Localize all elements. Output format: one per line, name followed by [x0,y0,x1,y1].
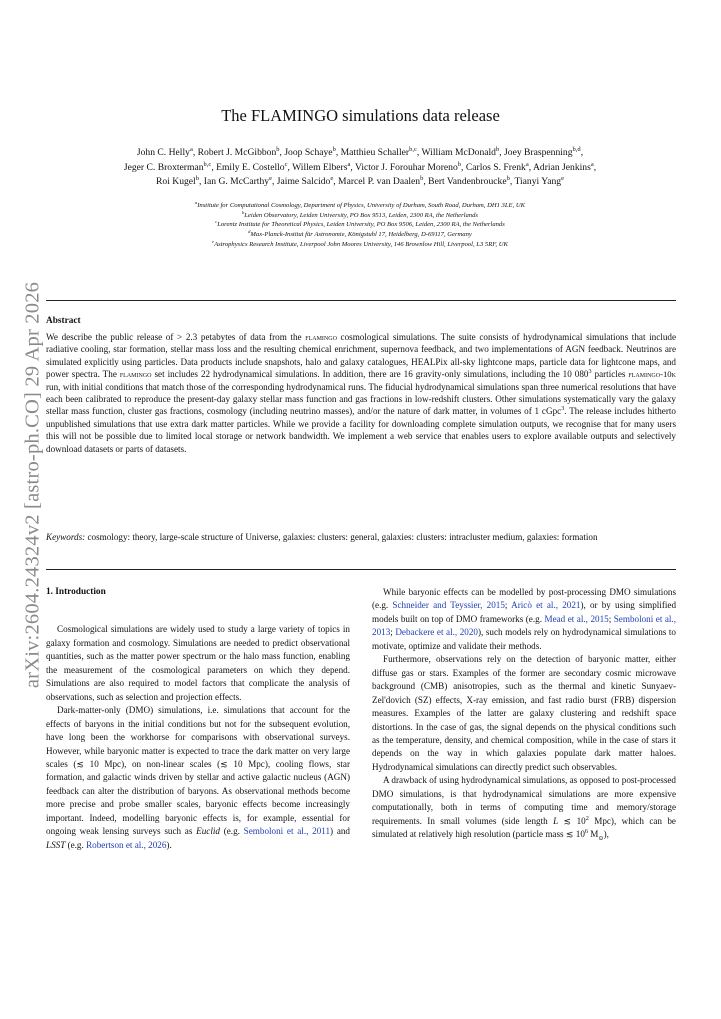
subscript: ⊙ [598,834,604,842]
author-name: Ian G. McCarthy [203,176,270,188]
affiliation-line [60,230,660,240]
affiliation-text: Leiden Observatory, Leiden University, PO Box 9513, Leiden, 2300 RA, the Netherlands [244,211,478,219]
author-name: Marcel P. van Daalen [338,176,421,188]
paragraph-text: (e.g. [219,826,244,837]
author-affiliation-mark: b,d [572,145,581,153]
section-heading: 1. Introduction [46,587,106,597]
divider-bottom [46,569,676,570]
abstract-text: particles [591,369,629,380]
abstract-text: set includes 22 hydrodynamical simulations. In addition, there are 16 gravity-only simulations, including the 10 080 [151,369,589,380]
author-name: Roi Kugel [156,176,196,188]
author-name: Jaime Salcido [276,176,331,188]
author-affiliation-mark: b [276,145,280,153]
arxiv-id: arXiv:2604.24324v2 [astro-ph.CO] 29 Apr 2026 [21,281,44,689]
citation-link[interactable]: Aricò et al., 2021 [511,600,581,611]
paragraph-text: ; [504,600,512,611]
math-symbol: L [553,815,559,826]
arxiv-stamp [18,265,48,705]
author-affiliation-mark: b [332,145,336,153]
flamingo-name: flamingo [119,369,152,380]
abstract-text: cosmological simulations. The suite consists of hydrodynamical simulations that include radiative cooling, star formation, stellar mass loss and the resulting chemical enrichment, supernova feedback, and two implementations of AGN feedback. Neutrinos are simulated explicitly using particles. Data products include snapshots, halo and galaxy catalogues, HEALPix all-sky lightcone maps, particle data for lightcone maps, and power spectra. The [46,332,676,380]
paragraph [372,774,676,845]
author-name: Tianyi Yang [514,176,562,188]
abstract-heading: Abstract [46,316,81,326]
paragraph-text: ≲ 10 [558,815,586,826]
author-name: John C. Helly [136,147,190,158]
flamingo-name: flamingo [305,332,337,342]
paragraph-text: ), such models rely on hydrodynamical simulations to motivate, optimize and validate their methods. [372,627,676,651]
abstract-text: . The release includes hitherto unpublished simulations that use extra dark matter particles. While we provide a facility for downloading complete simulation outputs, we recognise that for many users this will not be possible due to limited local storage or network bandwidth. We implement a web service that enables users to explore available outputs and selectively download datasets or parts of datasets. [46,406,676,454]
author-affiliation-mark: b,c [409,145,417,153]
citation-link[interactable]: Semboloni et al., 2011 [243,826,331,837]
citation-link[interactable]: Semboloni et al., 2013 [372,613,676,638]
keywords [46,531,676,543]
paragraph-text: While baryonic effects can be modelled by post-processing DMO simulations (e.g. [372,587,676,611]
author-affiliation-mark: c [284,160,288,168]
author-name: Joey Braspenning [504,147,573,158]
affiliation-mark: d [248,228,251,234]
author-name: Joop Schaye [284,147,333,158]
affiliation-text: Lorentz Institute for Theoretical Physics, Leiden University, PO Box 9506, Leiden, 2300 RA, the Netherlands [217,221,505,229]
affiliation-line [60,240,660,250]
author-affiliation-mark: e [269,175,272,182]
author-name: Matthieu Schaller [340,147,410,158]
paragraph: Cosmological simulations are widely used to study a large variety of topics in galaxy formation and cosmology. Simulations are needed to predict observational quantities, such as the matter power spectrum or the halo mass function, enabling the measurement of the cosmological parameters on which they depend. Simulations are also required to model factors that complicate the analysis of observations, such as selection and projection effects. [46,624,350,702]
citation-link[interactable]: Schneider and Teyssier, 2015 [392,600,505,611]
paper-title: The FLAMINGO simulations data release [221,106,500,125]
author-line: John C. Helly$^a$, Robert J. McGibbon$^b$, Joop Schaye$^b$, Matthieu Schaller$^{b,c}$, William McDonald$^b$, Joey Braspenning$^{b,d}$, [136,145,584,158]
author-name: Robert J. McGibbon [197,147,277,158]
author-affiliation-mark: b [420,175,424,182]
affiliation-text: Institute for Computational Cosmology, Department of Physics, University of Durham, South Road, Durham, DH1 3LE, UK [197,202,526,209]
author-affiliation-mark: a [189,145,193,153]
abstract-text: We describe the public release of > 2.3 petabytes of data from the [46,332,306,342]
author-affiliation-mark: b [506,175,510,182]
paragraph-text: A drawback of using hydrodynamical simulations, as opposed to post-processed DMO simulations, is that hydrodynamical simulations are more expensive computationally, both in terms of computing time and memory/storage requirements. In small volumes (side length [372,775,676,826]
paragraph-text: ), [603,829,609,840]
author-affiliation-mark: b [495,145,500,153]
paragraph-text: Dark-matter-only (DMO) simulations, i.e. simulations that account for the effects of baryons in the initial conditions but not for the subsequent evolution, have long been the workhorse for comparisons with observational surveys. However, while baryonic matter is expected to trace the dark matter on very large scales (≲ 10 Mpc), on non-linear scales (≲ 10 Mpc), cooling flows, star formation, and galactic winds driven by stellar and active galactic nucleus (AGN) feedback can alter the distribution of baryons. As observational methods become more precise and probe smaller scales, baryonic effects become increasingly important. Indeed, modelling baryonic effects is, for example, essential for ongoing weak lensing surveys such as [46,705,350,837]
author-affiliation-mark: b,c [203,160,212,168]
author-affiliation-mark: a [525,160,529,168]
affiliation-line [60,211,660,221]
lsst-name: LSST [46,839,66,850]
paragraph-text: ; [608,613,614,624]
paragraph-text: M [588,829,599,840]
author-affiliation-mark: b [457,160,462,168]
author-name: Adrian Jenkins [533,161,591,173]
euclid-name: Euclid [196,826,220,837]
author-list [60,146,660,190]
superscript: 3 [588,368,592,376]
affiliation-mark: c [215,219,218,225]
author-affiliation-mark: e [561,175,564,182]
divider-top [46,300,676,301]
paragraph [46,704,350,852]
right-column [372,586,676,845]
flamingo-10k-name: flamingo-10k [628,369,676,380]
author-affiliation-mark: b [195,175,199,182]
superscript: 6 [584,828,589,836]
author-line: Roi Kugel$^b$, Ian G. McCarthy$^e$, Jaime Salcido$^e$, Marcel P. van Daalen$^b$, Bert Vandenbroucke$^b$, Tianyi Yang$^e$ [156,175,564,188]
paragraph-text: Mpc), which can be simulated at relatively high resolution (particle mass ≲ 10 [372,815,676,840]
affiliation-mark: e [212,238,215,244]
left-column [46,586,350,852]
author-name: William McDonald [421,147,496,158]
author-name: Carlos S. Frenk [465,161,526,173]
author-affiliation-mark: a [347,160,351,168]
paragraph-text: (e.g. [65,839,87,850]
author-name: Willem Elbers [292,161,348,173]
author-name: Bert Vandenbroucke [428,176,507,188]
author-name: Victor J. Forouhar Moreno [354,161,458,173]
affiliation-line [60,220,660,230]
paragraph-text: ; [390,627,396,638]
citation-link[interactable]: Mead et al., 2015 [544,613,609,624]
affiliations [60,201,660,250]
author-line: Jeger C. Broxterman$^{b,c}$, Emily E. Costello$^c$, Willem Elbers$^a$, Victor J. Forouhar Moreno$^b$, Carlos S. Frenk$^a$, Adrian Jenkins$^a$, [123,160,597,173]
keywords-label: Keywords: [46,532,86,542]
author-name: Emily E. Costello [216,161,285,173]
paragraph-text: ) and [330,826,350,837]
paragraph [372,586,676,653]
paragraph: Furthermore, observations rely on the detection of baryonic matter, either diffuse gas or stars. Examples of the former are secondary cosmic microwave background (CMB) anisotropies, such as the thermal and kinetic Sunyaev-Zel'dovich (SZ) effects, X-ray emission, and fast radio burst (FRB) dispersion measures. Examples of the latter are galaxy clustering and redshift space distortions. In the case of gas, the signal depends on the physical conditions such as the temperature, density, and chemical composition, while in the case of stars it depends on the way in which galaxies populate dark matter haloes. Hydrodynamical simulations can directly predict such observables. [372,654,676,772]
affiliation-text: Astrophysics Research Institute, Liverpool John Moores University, 146 Brownlow Hill, Liverpool, L3 5RF, UK [214,240,508,248]
abstract-text: run, with initial conditions that match those of the corresponding hydrodynamical runs. The fiducial hydrodynamical simulations span three numerical resolutions that have each been calibrated to reproduce the present-day galaxy stellar mass function and gas fractions in low-redshift clusters. Other simulations systematically vary the galaxy stellar mass function, cluster gas fractions, cosmology (including neutrino masses), and/or the nature of dark matter, in volumes of 1 cGpc [46,381,676,417]
superscript: 2 [585,814,589,822]
author-affiliation-mark: e [330,175,334,182]
citation-link[interactable]: Debackere et al., 2020 [395,627,478,638]
paragraph-text: ). [166,839,172,850]
paragraph-text: ), or by using simplified models built on top of DMO frameworks (e.g. [372,600,677,624]
affiliation-mark: a [194,199,198,205]
affiliation-mark: b [242,209,245,215]
keywords-text: cosmology: theory, large-scale structure of Universe, galaxies: clusters: general, galaxies: clusters: intracluster medium, galaxies: formation [85,532,598,542]
author-name: Jeger C. Broxterman [123,161,204,173]
author-affiliation-mark: a [590,160,594,168]
superscript: 3 [561,405,565,413]
affiliation-line [60,201,660,211]
abstract-body [46,331,676,455]
affiliation-text: Max-Planck-Institut für Astronomie, Königstuhl 17, Heidelberg, D-69117, Germany [250,231,472,239]
citation-link[interactable]: Robertson et al., 2026 [86,839,167,850]
